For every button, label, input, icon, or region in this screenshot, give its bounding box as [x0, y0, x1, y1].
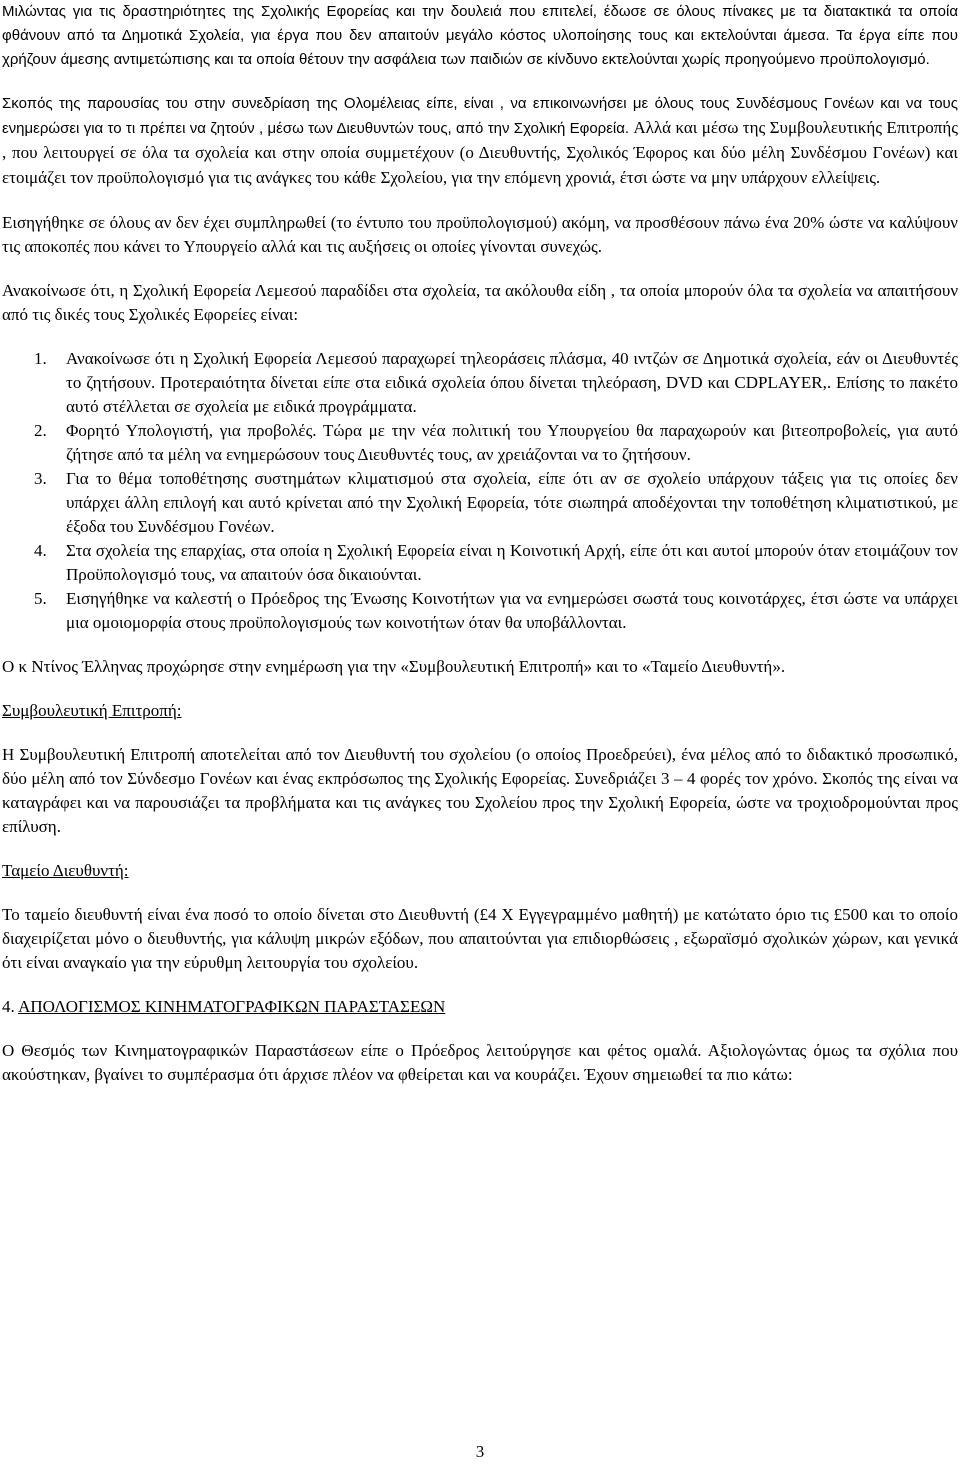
heading-section-4	[2, 995, 958, 1019]
heading-director-fund	[2, 859, 958, 883]
page-number: 3	[475, 1442, 485, 1461]
paragraph-cinema-shows: Ο Θεσμός των Κινηματογραφικών Παραστάσεων είπε ο Πρόεδρος λειτούργησε και φέτος ομαλά. Αξιολογώντας όμως τα σχόλια που ακούστηκαν, βγαίνει το συμπέρασμα ότι άρχισε πλέον να φθείρεται και να κουράζει. Έχουν σημειωθεί τα πιο κάτω:	[2, 1041, 958, 1084]
heading-advisory-committee	[2, 699, 958, 723]
list-item-text: Φορητό Υπολογιστή, για προβολές. Τώρα με την νέα πολιτική του Υπουργείου θα παραχωρούν και βιτεοπροβολείς, για αυτό ζήτησε από τα μέλη να ενημερώσουν τους Διευθυντές τους, αν χρειάζονται να το ζητήσουν.	[66, 421, 958, 464]
list-item	[2, 419, 958, 467]
paragraph-purpose-part-b: Αλλά και μέσω της Συμβουλευτικής Επιτροπής , που λειτουργεί σε όλα τα σχολεία και στην οποία συμμετέχουν (ο Διευθυντής, Σχολικός Έφορος και δύο μέλη Συνδέσμου Γονέων) και ετοιμάζει τον προϋπολογισμό για τις ανάγκες του κάθε Σχολείου, για την επόμενη χρονιά, έτσι ώστε να μην υπάρχουν ελλείψεις.	[2, 118, 958, 187]
heading-section-4-title: ΑΠΟΛΟΓΙΣΜΟΣ ΚΙΝΗΜΑΤΟΓΡΑΦΙΚΩΝ ΠΑΡΑΣΤΑΣΕΩΝ	[18, 997, 446, 1016]
paragraph-advisory-committee: Η Συμβουλευτική Επιτροπή αποτελείται από τον Διευθυντή του σχολείου (ο οποίος Προεδρεύει), ένα μέλος από το διδακτικό προσωπικό, δύο μέλη από τον Σύνδεσμο Γονέων και ένας εκπρόσωπος της Σχολικής Εφορείας. Συνεδριάζει 3 – 4 φορές τον χρόνο. Σκοπός της είναι να καταγράφει και να παρουσιάζει τα προβλήματα και τις ανάγκες του Σχολείου προς την Σχολική Εφορεία, ώστε να τροχιοδρομούνται προς επίλυση.	[2, 745, 958, 836]
list-item	[2, 587, 958, 635]
list-item	[2, 539, 958, 587]
list-item-number: 4.	[34, 541, 47, 560]
list-item-number: 1.	[34, 349, 47, 368]
list-item-text: Εισηγήθηκε να καλεστή ο Πρόεδρος της Ένωσης Κοινοτήτων για να ενημερώσει σωστά τους κοινοτάρχες, έτσι ώστε να υπάρχει μια ομοιομορφία στους προϋπολογισμούς των κοινοτήτων όταν θα υποβάλλονται.	[66, 589, 958, 632]
list-item	[2, 347, 958, 419]
list-item-number: 5.	[34, 589, 47, 608]
list-item-text: Ανακοίνωσε ότι η Σχολική Εφορεία Λεμεσού παραχωρεί τηλεοράσεις πλάσμα, 40 ιντζών σε Δημοτικά σχολεία, εάν οι Διευθυντές το ζητήσουν. Προτεραιότητα δίνεται είπε στα ειδικά σχολεία όπου δίνεται τηλεόραση, DVD και CDPLAYER,. Επίσης το πακέτο αυτό στέλλεται σε σχολεία με ειδικά προγράμματα.	[66, 349, 958, 416]
paragraph-school-board-activities: Μιλώντας για τις δραστηριότητες της Σχολικής Εφορείας και την δουλειά που επιτελεί, έδωσε σε όλους πίνακες με τα διατακτικά τα οποία φθάνουν από τα Δημοτικά Σχολεία, για έργα που δεν απαιτούν μεγάλο κόστος υλοποίησης τους και εκτελούνται άμεσα. Τα έργα είπε που χρήζουν άμεσης αντιμετώπισης και τα οποία θέτουν την ασφάλεια των παιδιών σε κίνδυνο εκτελούνται χωρίς προηγούμενο προϋπολογισμό.	[2, 3, 958, 68]
list-item-text: Στα σχολεία της επαρχίας, στα οποία η Σχολική Εφορεία είναι η Κοινοτική Αρχή, είπε ότι και αυτοί μπορούν όταν ετοιμάζουν τον Προϋπολογισμό τους, να απαιτούν όσα δικαιούνται.	[66, 541, 958, 584]
heading-director-fund-text: Ταμείο Διευθυντή:	[2, 861, 129, 880]
heading-section-4-number: 4.	[2, 997, 19, 1016]
numbered-list	[2, 347, 958, 635]
heading-advisory-committee-text: Συμβουλευτική Επιτροπή	[2, 701, 177, 720]
heading-advisory-committee-colon: :	[176, 701, 182, 720]
paragraph-budget-suggestion: Εισηγήθηκε σε όλους αν δεν έχει συμπληρωθεί (το έντυπο του προϋπολογισμού) ακόμη, να προσθέσουν πάνω ένα 20% ώστε να καλύψουν τις αποκοπές που κάνει το Υπουργείο αλλά και τις αυξήσεις οι οποίες γίνονται συνεχώς.	[2, 213, 958, 256]
paragraph-ntinos-update: Ο κ Ντίνος Έλληνας προχώρησε στην ενημέρωση για την «Συμβουλευτική Επιτροπή» και το «Ταμείο Διευθυντή».	[2, 657, 786, 676]
list-item	[2, 467, 958, 539]
paragraph-purpose-part-a: Σκοπός της παρουσίας του στην συνεδρίαση της Ολομέλειας είπε, είναι , να επικοινωνήσει με όλους τους Συνδέσμους Γονέων και να τους ενημερώσει για το τι πρέπει να ζητούν , μέσω των Διευθυντών τους, από την Σχολική Εφορεία.	[2, 95, 958, 137]
paragraph-purpose-of-presence	[2, 92, 958, 191]
paragraph-director-fund: Το ταμείο διευθυντή είναι ένα ποσό το οποίο δίνεται στο Διευθυντή (£4 Χ Εγγεγραμμένο μαθητή) με κατώτατο όριο τις £500 και το οποίο διαχειρίζεται μόνο ο διευθυντής, για κάλυψη μικρών εξόδων, που απαιτούνται για επιδιορθώσεις , εξωραϊσμό σχολικών χώρων, και γενικά ότι είναι αναγκαίο για την εύρυθμη λειτουργία του σχολείου.	[2, 905, 958, 972]
list-item-text: Για το θέμα τοποθέτησης συστημάτων κλιματισμού στα σχολεία, είπε ότι αν σε σχολείο υπάρχουν τάξεις για τις οποίες δεν υπάρχει άλλη επιλογή και αυτό κρίνεται από την Σχολική Εφορεία, τότε σιωπηρά αποδέχονται την τοποθέτηση κλιματιστικού, με έξοδα του Συνδέσμου Γονέων.	[66, 469, 958, 536]
list-item-number: 2.	[34, 421, 47, 440]
list-item-number: 3.	[34, 469, 47, 488]
paragraph-announcement: Ανακοίνωσε ότι, η Σχολική Εφορεία Λεμεσού παραδίδει στα σχολεία, τα ακόλουθα είδη , τα οποία μπορούν όλα τα σχολεία να απαιτήσουν από τις δικές τους Σχολικές Εφορείες είναι:	[2, 281, 958, 324]
